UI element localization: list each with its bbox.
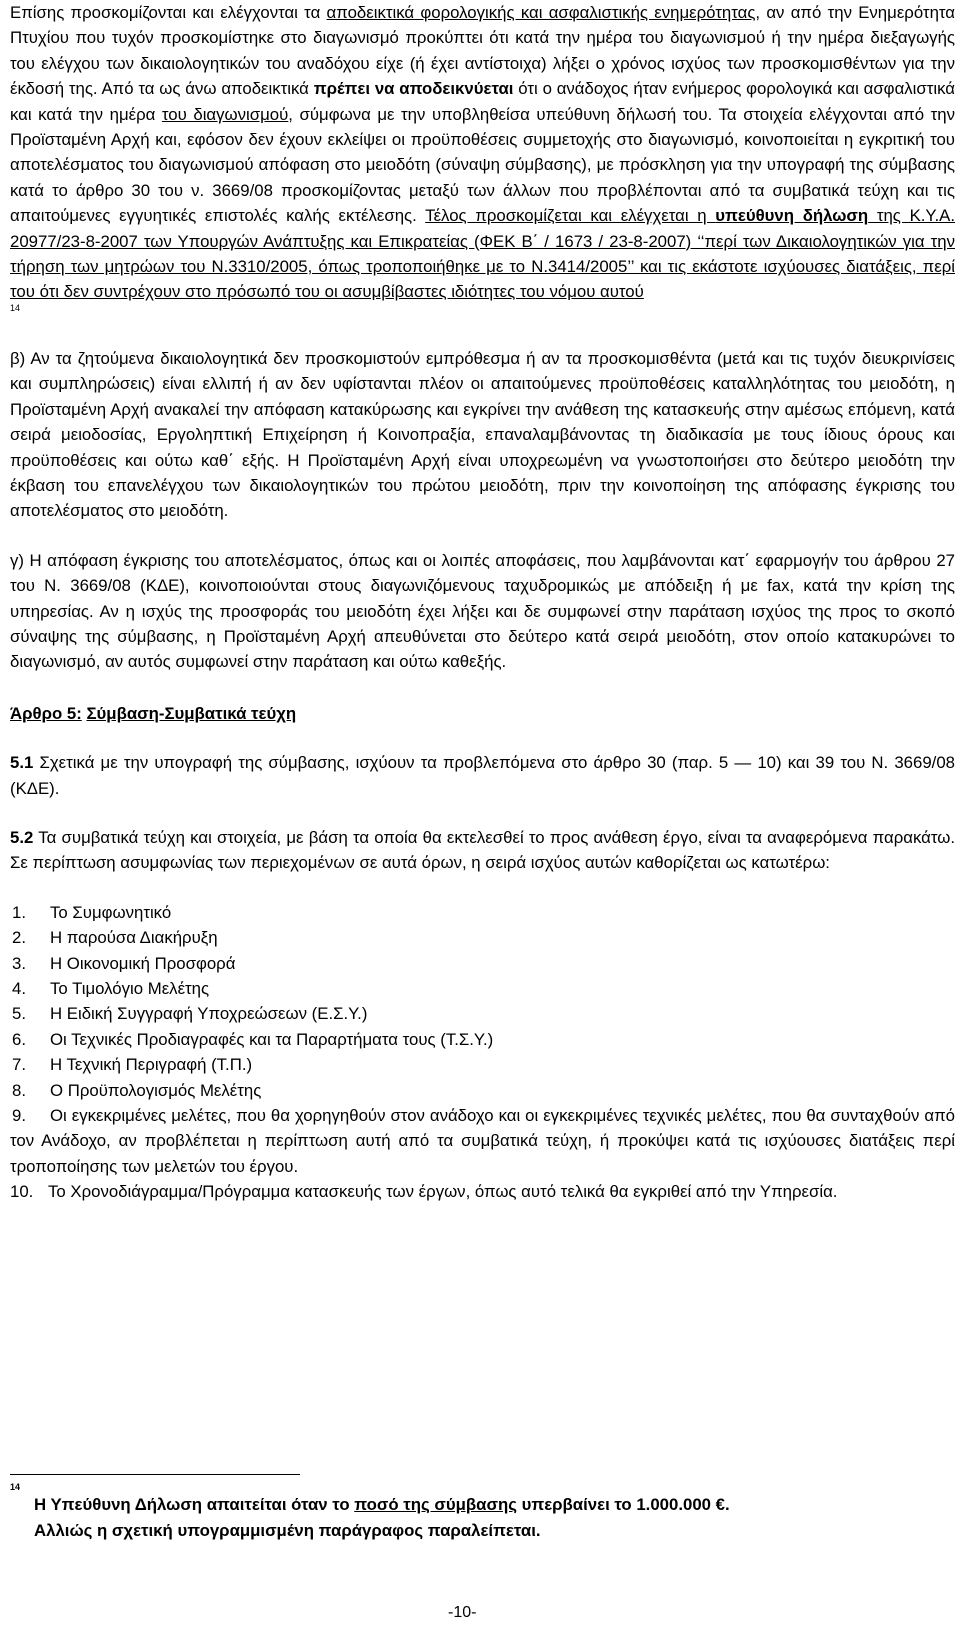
section-5-1: 5.1 Σχετικά με την υπογραφή της σύμβασης, ισχύουν τα προβλεπόμενα στο άρθρο 30 (παρ. 5 — 10) και 39 του Ν. 3669/08 (ΚΔΕ). (10, 753, 955, 798)
list-item: 7. Η Τεχνική Περιγραφή (Τ.Π.) (12, 1055, 253, 1075)
list-item: 8. Ο Προϋπολογισμός Μελέτης (12, 1080, 262, 1100)
contract-documents-list (10, 900, 955, 1205)
footnote-mark: 14 (10, 1482, 21, 1492)
bold-must-prove: πρέπει να αποδεικνύεται (313, 79, 514, 99)
list-item: 2. Η παρούσα Διακήρυξη (12, 928, 218, 948)
list-item: 1. Το Συμφωνητικό (12, 902, 172, 922)
footnote-reference: 14 (10, 302, 21, 313)
underlined-tax-insurance: αποδεικτικά φορολογικής και ασφαλιστικής ενημερότητας (326, 3, 756, 22)
list-item: 9. Οι εγκεκριμένες μελέτες, που θα χορηγηθούν στον ανάδοχο και οι εγκεκριμένες τεχνικές μελέτες, που θα συνταχθούν από τον Ανάδοχο, αν προβλέπεται η περίπτωση αυτή από τα συμβατικά τεύχη, ή προκύψει κατά τις ισχύουσες διατάξεις περί τροποποίησης των μελετών του έργου. (10, 1106, 955, 1176)
document-page (10, 0, 955, 1205)
section-5-2: 5.2 Τα συμβατικά τεύχη και στοιχεία, με βάση τα οποία θα εκτελεσθεί το προς ανάθεση έργο, είναι τα αναφερόμενα παρακάτω. Σε περίπτωση ασυμφωνίας των περιεχομένων σε αυτά όρων, η σειρά ισχύος αυτών καθορίζεται ως κατωτέρω: (10, 827, 955, 873)
paragraph-b: β) Αν τα ζητούμενα δικαιολογητικά δεν προσκομιστούν εμπρόθεσμα ή αν τα προσκομισθέντα (μετά και τις τυχόν διευκρινίσεις και συμπληρώσεις) είναι ελλιπή ή αν δεν υφίστανται πλέον οι απαιτούμενες προϋποθέσεις καταλληλότητας του μειοδότη, η Προϊσταμένη Αρχή ανακαλεί την απόφαση κατακύρωσης και εγκρίνει την ανάθεση της κατασκευής στην αμέσως επόμενη, κατά σειρά μειοδοσίας, Εργοληπτική Επιχείρηση ή Κοινοπραξία, επαναλαμβάνοντας τη διαδικασία με τους ίδιους όρους και προϋποθέσεις και ούτω καθ΄ εξής. Η Προϊσταμένη Αρχή είναι υποχρεωμένη να γνωστοποιήσει στο δεύτερο μειοδότη την έκβαση του επανελέγχου των δικαιολογητικών του πρώτου μειοδότη, πριν την κοινοποίηση της απόφασης έγκρισης του αποτελέσματος στο μειοδότη. (10, 348, 955, 521)
list-item: 10. Το Χρονοδιάγραμμα/Πρόγραμμα κατασκευής των έργων, όπως αυτό τελικά θα εγκριθεί από την Υπηρεσία. (10, 1182, 838, 1202)
article-heading: Άρθρο 5: Σύμβαση-Συμβατικά τεύχη (10, 703, 297, 723)
list-item: 5. Η Ειδική Συγγραφή Υποχρεώσεων (Ε.Σ.Υ.) (12, 1004, 368, 1024)
paragraph-documents-check: Επίσης προσκομίζονται και ελέγχονται τα αποδεικτικά φορολογικής και ασφαλιστικής ενημερότητας, αν από την Ενημερότητα Πτυχίου που τυχόν προσκομίστηκε στο διαγωνισμό προκύπτει ότι κατά την ημέρα του διαγωνισμού ή την ημέρα διεξαγωγής του ελέγχου των δικαιολογητικών του αναδόχου είχε (ή έχει αντίστοιχα) λήξει ο χρόνος ισχύος των προσκομισθέντων για την έκδοσή της. Από τα ως άνω αποδεικτικά πρέπει να αποδεικνύεται ότι ο ανάδοχος ήταν ενήμερος φορολογικά και ασφαλιστικά και κατά την ημέρα του διαγωνισμού, σύμφωνα με την υποβληθείσα υπεύθυνη δήλωσή του. Τα στοιχεία ελέγχονται από την Προϊσταμένη Αρχή και, εφόσον δεν έχουν εκλείψει οι προϋποθέσεις συμμετοχής στο διαγωνισμό, κοινοποιείται η εγκριτική του αποτελέσματος του διαγωνισμού απόφαση στο μειοδότη (σύναψη σύμβασης), με πρόσκληση για την υπογραφή της σύμβασης κατά το άρθρο 30 του ν. 3669/08 προσκομίζοντας μεταξύ των άλλων που προβλέπονται από τα συμβατικά τεύχη και τις απαιτούμενες εγγυητικές επιστολές καλής εκτέλεσης. Τέλος προσκομίζεται και ελέγχεται η υπεύθυνη δήλωση της Κ.Υ.Α. 20977/23-8-2007 των Υπουργών Ανάπτυξης και Επικρατείας (ΦΕΚ Β΄ / 1673 / 23-8-2007) ‘‘περί των Δικαιολογητικών για την τήρηση των μητρώων του Ν.3310/2005, όπως τροποποιήθηκε με το Ν.3414/2005’’ και τις εκάστοτε ισχύουσες διατάξεις, περί του ότι δεν συντρέχουν στο πρόσωπό του οι ασυμβίβαστες ιδιότητες του νόμου αυτού (10, 3, 955, 302)
underlined-declaration-paragraph: Τέλος προσκομίζεται και ελέγχεται η υπεύθυνη δήλωση της Κ.Υ.Α. 20977/23-8-2007 των Υπουργών Ανάπτυξης και Επικρατείας (ΦΕΚ Β΄ / 1673 / 23-8-2007) ‘‘περί των Δικαιολογητικών για την τήρηση των μητρώων του Ν.3310/2005, όπως τροποποιήθηκε με το Ν.3414/2005’’ και τις εκάστοτε ισχύουσες διατάξεις, περί του ότι δεν συντρέχουν στο πρόσωπό του οι ασυμβίβαστες ιδιότητες του νόμου αυτού (10, 206, 955, 302)
paragraph-c: γ) Η απόφαση έγκρισης του αποτελέσματος, όπως και οι λοιπές αποφάσεις, που λαμβάνονται κατ΄ εφαρμογήν του άρθρου 27 του Ν. 3669/08 (ΚΔΕ), κοινοποιούνται στους διαγωνιζόμενους ταχυδρομικώς με απόδειξη ή με fax, κατά την κρίση της υπηρεσίας. Αν η ισχύς της προσφοράς του μειοδότη έχει λήξει και δε συμφωνεί στην παράταση ισχύος της προς το σκοπό σύναψης της σύμβασης, η Προϊσταμένη Αρχή απευθύνεται στο δεύτερο κατά σειρά μειοδότη, στον οποίο κατακυρώνει το διαγωνισμό, αν αυτός συμφωνεί στην παράταση και ούτω καθεξής. (10, 550, 955, 672)
list-item: 3. Η Οικονομική Προσφορά (12, 953, 236, 973)
list-item: 4. Το Τιμολόγιο Μελέτης (12, 979, 210, 998)
list-item: 6. Οι Τεχνικές Προδιαγραφές και τα Παραρτήματα τους (Τ.Σ.Υ.) (12, 1029, 494, 1049)
footnote: 14 Η Υπεύθυνη Δήλωση απαιτείται όταν το ποσό της σύμβασης υπερβαίνει το 1.000.000 €. Αλλιώς η σχετική υπογραμμισμένη παράγραφος παραλείπεται. (10, 1482, 955, 1544)
footnote-separator (10, 1474, 300, 1475)
page-number: -10- (448, 1604, 477, 1621)
